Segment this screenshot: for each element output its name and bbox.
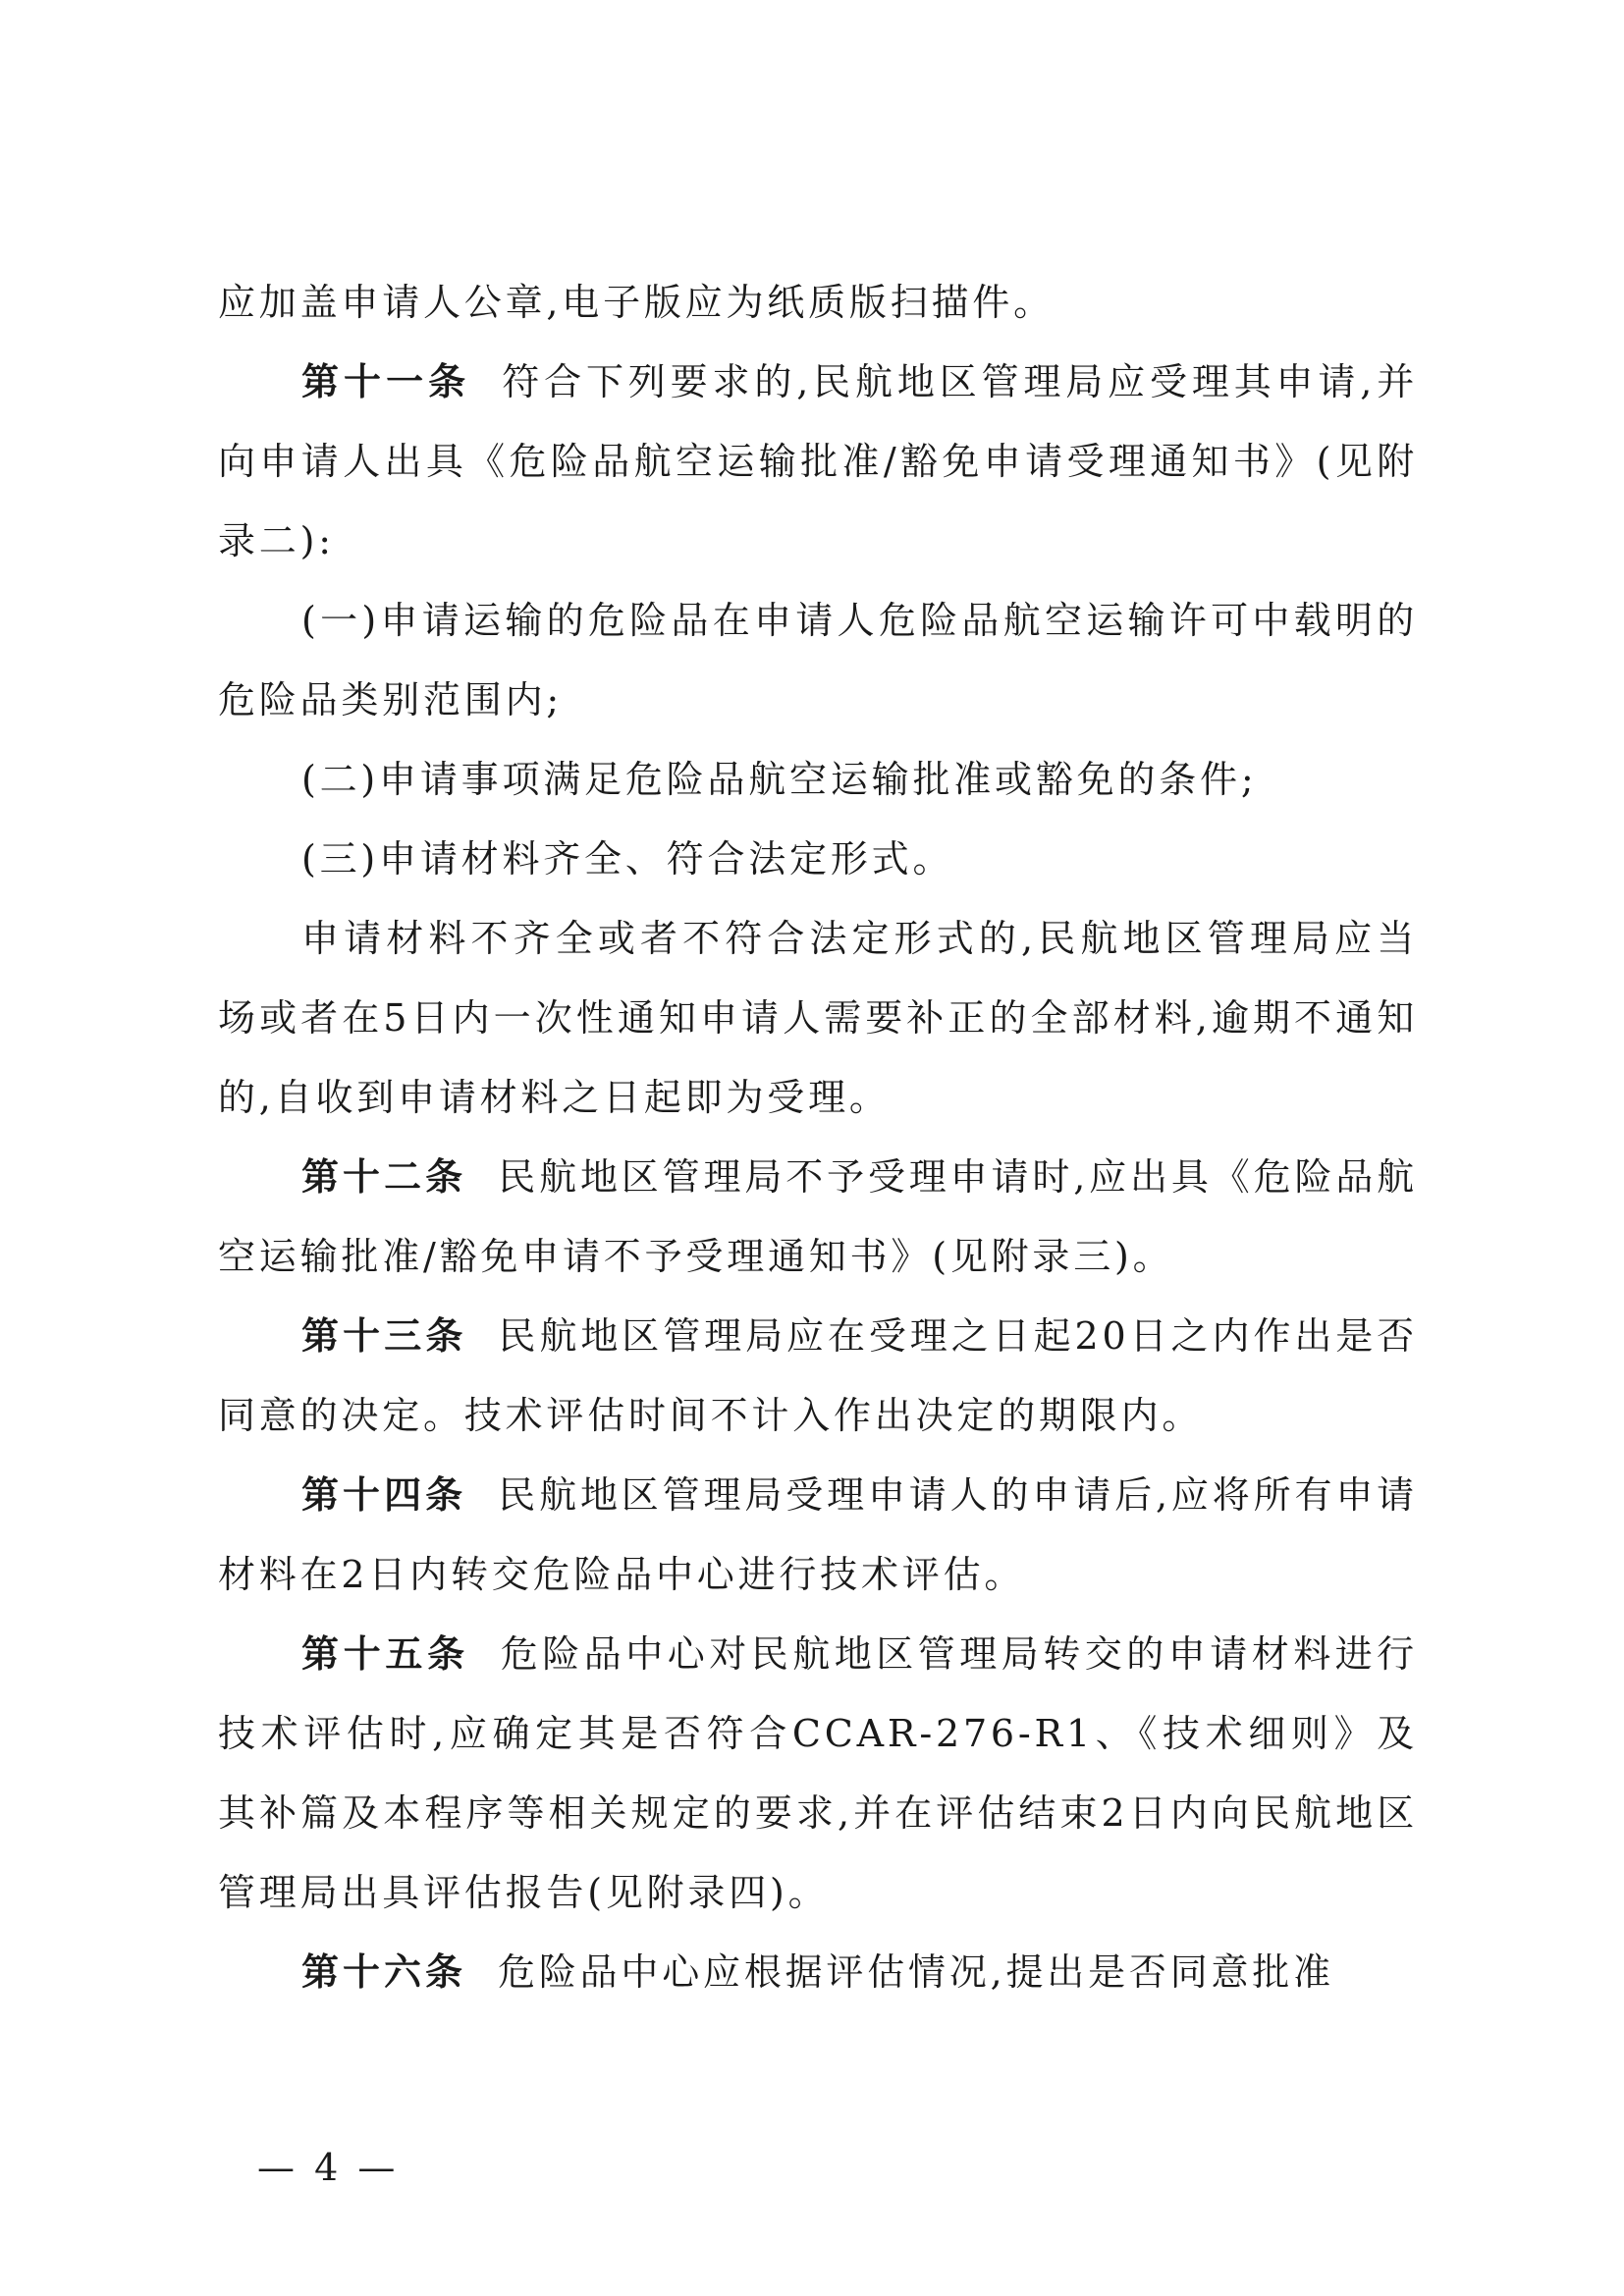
paragraph-text: 危险品中心对民航地区管理局转交的申请材料进行技术评估时,应确定其是否符合CCAR-276-R1、《技术细则》及其补篇及本程序等相关规定的要求,并在评估结束2日内向民航地区管理局出具评估报告(见附录四)。 <box>218 1632 1418 1914</box>
list-item-2 <box>218 740 1418 820</box>
paragraph-text: 民航地区管理局受理申请人的申请后,应将所有申请材料在2日内转交危险品中心进行技术评估。 <box>218 1473 1418 1596</box>
paragraph-text: (三)申请材料齐全、符合法定形式。 <box>301 837 954 881</box>
article-11 <box>218 343 1418 581</box>
document-body <box>218 263 1418 2012</box>
article-heading: 第十二条 <box>301 1155 467 1199</box>
paragraph-text: 应加盖申请人公章,电子版应为纸质版扫描件。 <box>218 281 1055 324</box>
article-16 <box>218 1933 1418 2012</box>
paragraph-incomplete-materials <box>218 899 1418 1138</box>
article-heading: 第十五条 <box>301 1632 469 1676</box>
list-item-1 <box>218 581 1418 740</box>
article-13 <box>218 1297 1418 1456</box>
paragraph-text: 申请材料不齐全或者不符合法定形式的,民航地区管理局应当场或者在5日内一次性通知申请人需要补正的全部材料,逾期不通知的,自收到申请材料之日起即为受理。 <box>218 917 1418 1119</box>
paragraph-text: 民航地区管理局应在受理之日起20日之内作出是否同意的决定。技术评估时间不计入作出决定的期限内。 <box>218 1314 1418 1437</box>
paragraph-text: (一)申请运输的危险品在申请人危险品航空运输许可中载明的危险品类别范围内; <box>218 599 1418 721</box>
page-number: — 4 — <box>257 2146 400 2189</box>
article-12 <box>218 1138 1418 1297</box>
paragraph-text: 危险品中心应根据评估情况,提出是否同意批准 <box>498 1950 1334 1994</box>
article-14 <box>218 1456 1418 1615</box>
paragraph-continuation <box>218 263 1418 343</box>
article-heading: 第十六条 <box>301 1950 467 1994</box>
paragraph-text: 符合下列要求的,民航地区管理局应受理其申请,并向申请人出具《危险品航空运输批准/豁免申请受理通知书》(见附录二): <box>218 360 1418 562</box>
article-heading: 第十三条 <box>301 1314 467 1358</box>
article-heading: 第十一条 <box>301 360 471 403</box>
article-15 <box>218 1615 1418 1933</box>
paragraph-text: (二)申请事项满足危险品航空运输批准或豁免的条件; <box>301 758 1258 801</box>
paragraph-text: 民航地区管理局不予受理申请时,应出具《危险品航空运输批准/豁免申请不予受理通知书》(见附录三)。 <box>218 1155 1418 1278</box>
list-item-3 <box>218 820 1418 899</box>
article-heading: 第十四条 <box>301 1473 467 1517</box>
